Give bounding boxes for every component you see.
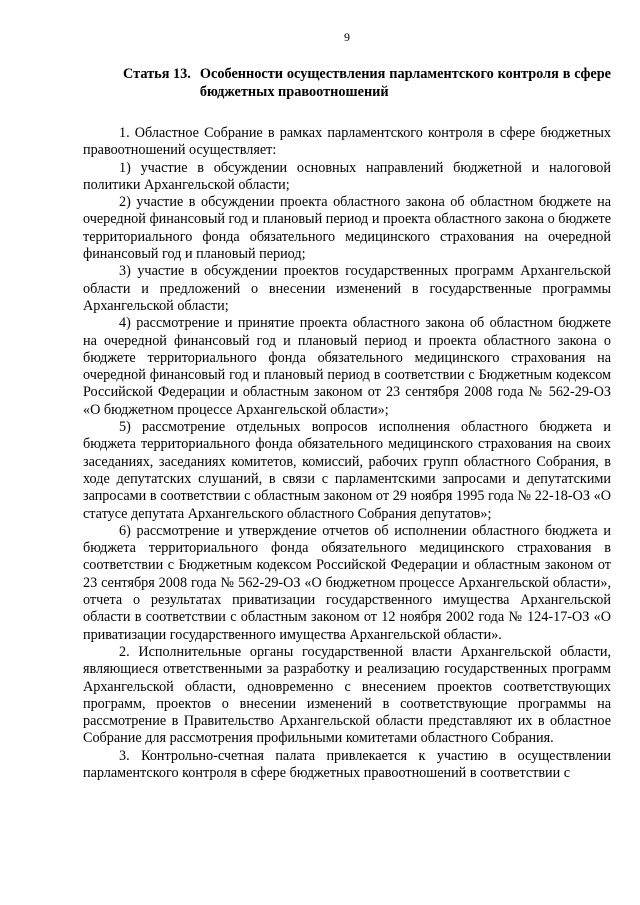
paragraph-2: 2. Исполнительные органы государственной власти Архангельской области, являющиеся ответственными за разработку и реализацию государственных программ Архангельской области, одновременно с внесением проектов соответствующих программ, проектов о внесении изменений в соответствующие программы на рассмотрение в Правительство Архангельской области представляют их в областное Собрание для рассмотрения профильными комитетами областного Собрания. (83, 643, 611, 747)
paragraph-1-item-4: 4) рассмотрение и принятие проекта областного закона об областном бюджете на очередной финансовый год и плановый период и проекта областного закона о бюджете территориального фонда обязательного медицинского страхования на очередной финансовый год и плановый период в соответствии с Бюджетным кодексом Российской Федерации и областным законом от 23 сентября 2008 года № 562-29-ОЗ «О бюджетном процессе Архангельской области»; (83, 315, 611, 418)
paragraph-1-item-1: 1) участие в обсуждении основных направлений бюджетной и налоговой политики Архангельской области; (83, 159, 611, 193)
article-title: Особенности осуществления парламентского контроля в сфере бюджетных правоотношений (199, 66, 611, 100)
paragraph-1-item-5: 5) рассмотрение отдельных вопросов исполнения областного бюджета и бюджета территориального фонда обязательного медицинского страхования на своих заседаниях, заседаниях комитетов, комиссий, рабочих групп областного Собрания, в ходе депутатских слушаний, в связи с парламентскими запросами и депутатскими запросами в соответствии с областным законом от 29 ноября 1995 года № 22-18-ОЗ «О статусе депутата Архангельского областного Собрания депутатов»; (83, 419, 611, 522)
article-body (83, 125, 611, 782)
paragraph-1: 1. Областное Собрание в рамках парламентского контроля в сфере бюджетных правоотношений осуществляет: (83, 125, 611, 159)
paragraph-1-item-3: 3) участие в обсуждении проектов государственных программ Архангельской области и предложений о внесении изменений в государственные программы Архангельской области; (83, 263, 611, 314)
article-heading (123, 66, 611, 101)
article-number: Статья 13. (123, 66, 191, 82)
paragraph-3: 3. Контрольно-счетная палата привлекается к участию в осуществлении парламентского контроля в сфере бюджетных правоотношений в соответствии с (83, 747, 611, 781)
page-number: 9 (344, 30, 350, 44)
document-page (83, 30, 611, 782)
paragraph-1-item-2: 2) участие в обсуждении проекта областного закона об областном бюджете на очередной финансовый год и плановый период и проекта областного закона о бюджете территориального фонда обязательного медицинского страхования на очередной финансовый год и плановый период; (83, 194, 611, 263)
paragraph-1-item-6: 6) рассмотрение и утверждение отчетов об исполнении областного бюджета и бюджета территориального фонда обязательного медицинского страхования в соответствии с Бюджетным кодексом Российской Федерации и областным законом от 23 сентября 2008 года № 562-29-ОЗ «О бюджетном процессе Архангельской области», отчета о результатах приватизации государственного имущества Архангельской области в соответствии с областным законом от 12 ноября 2002 года № 124-17-ОЗ «О приватизации государственного имущества Архангельской области». (83, 522, 611, 643)
